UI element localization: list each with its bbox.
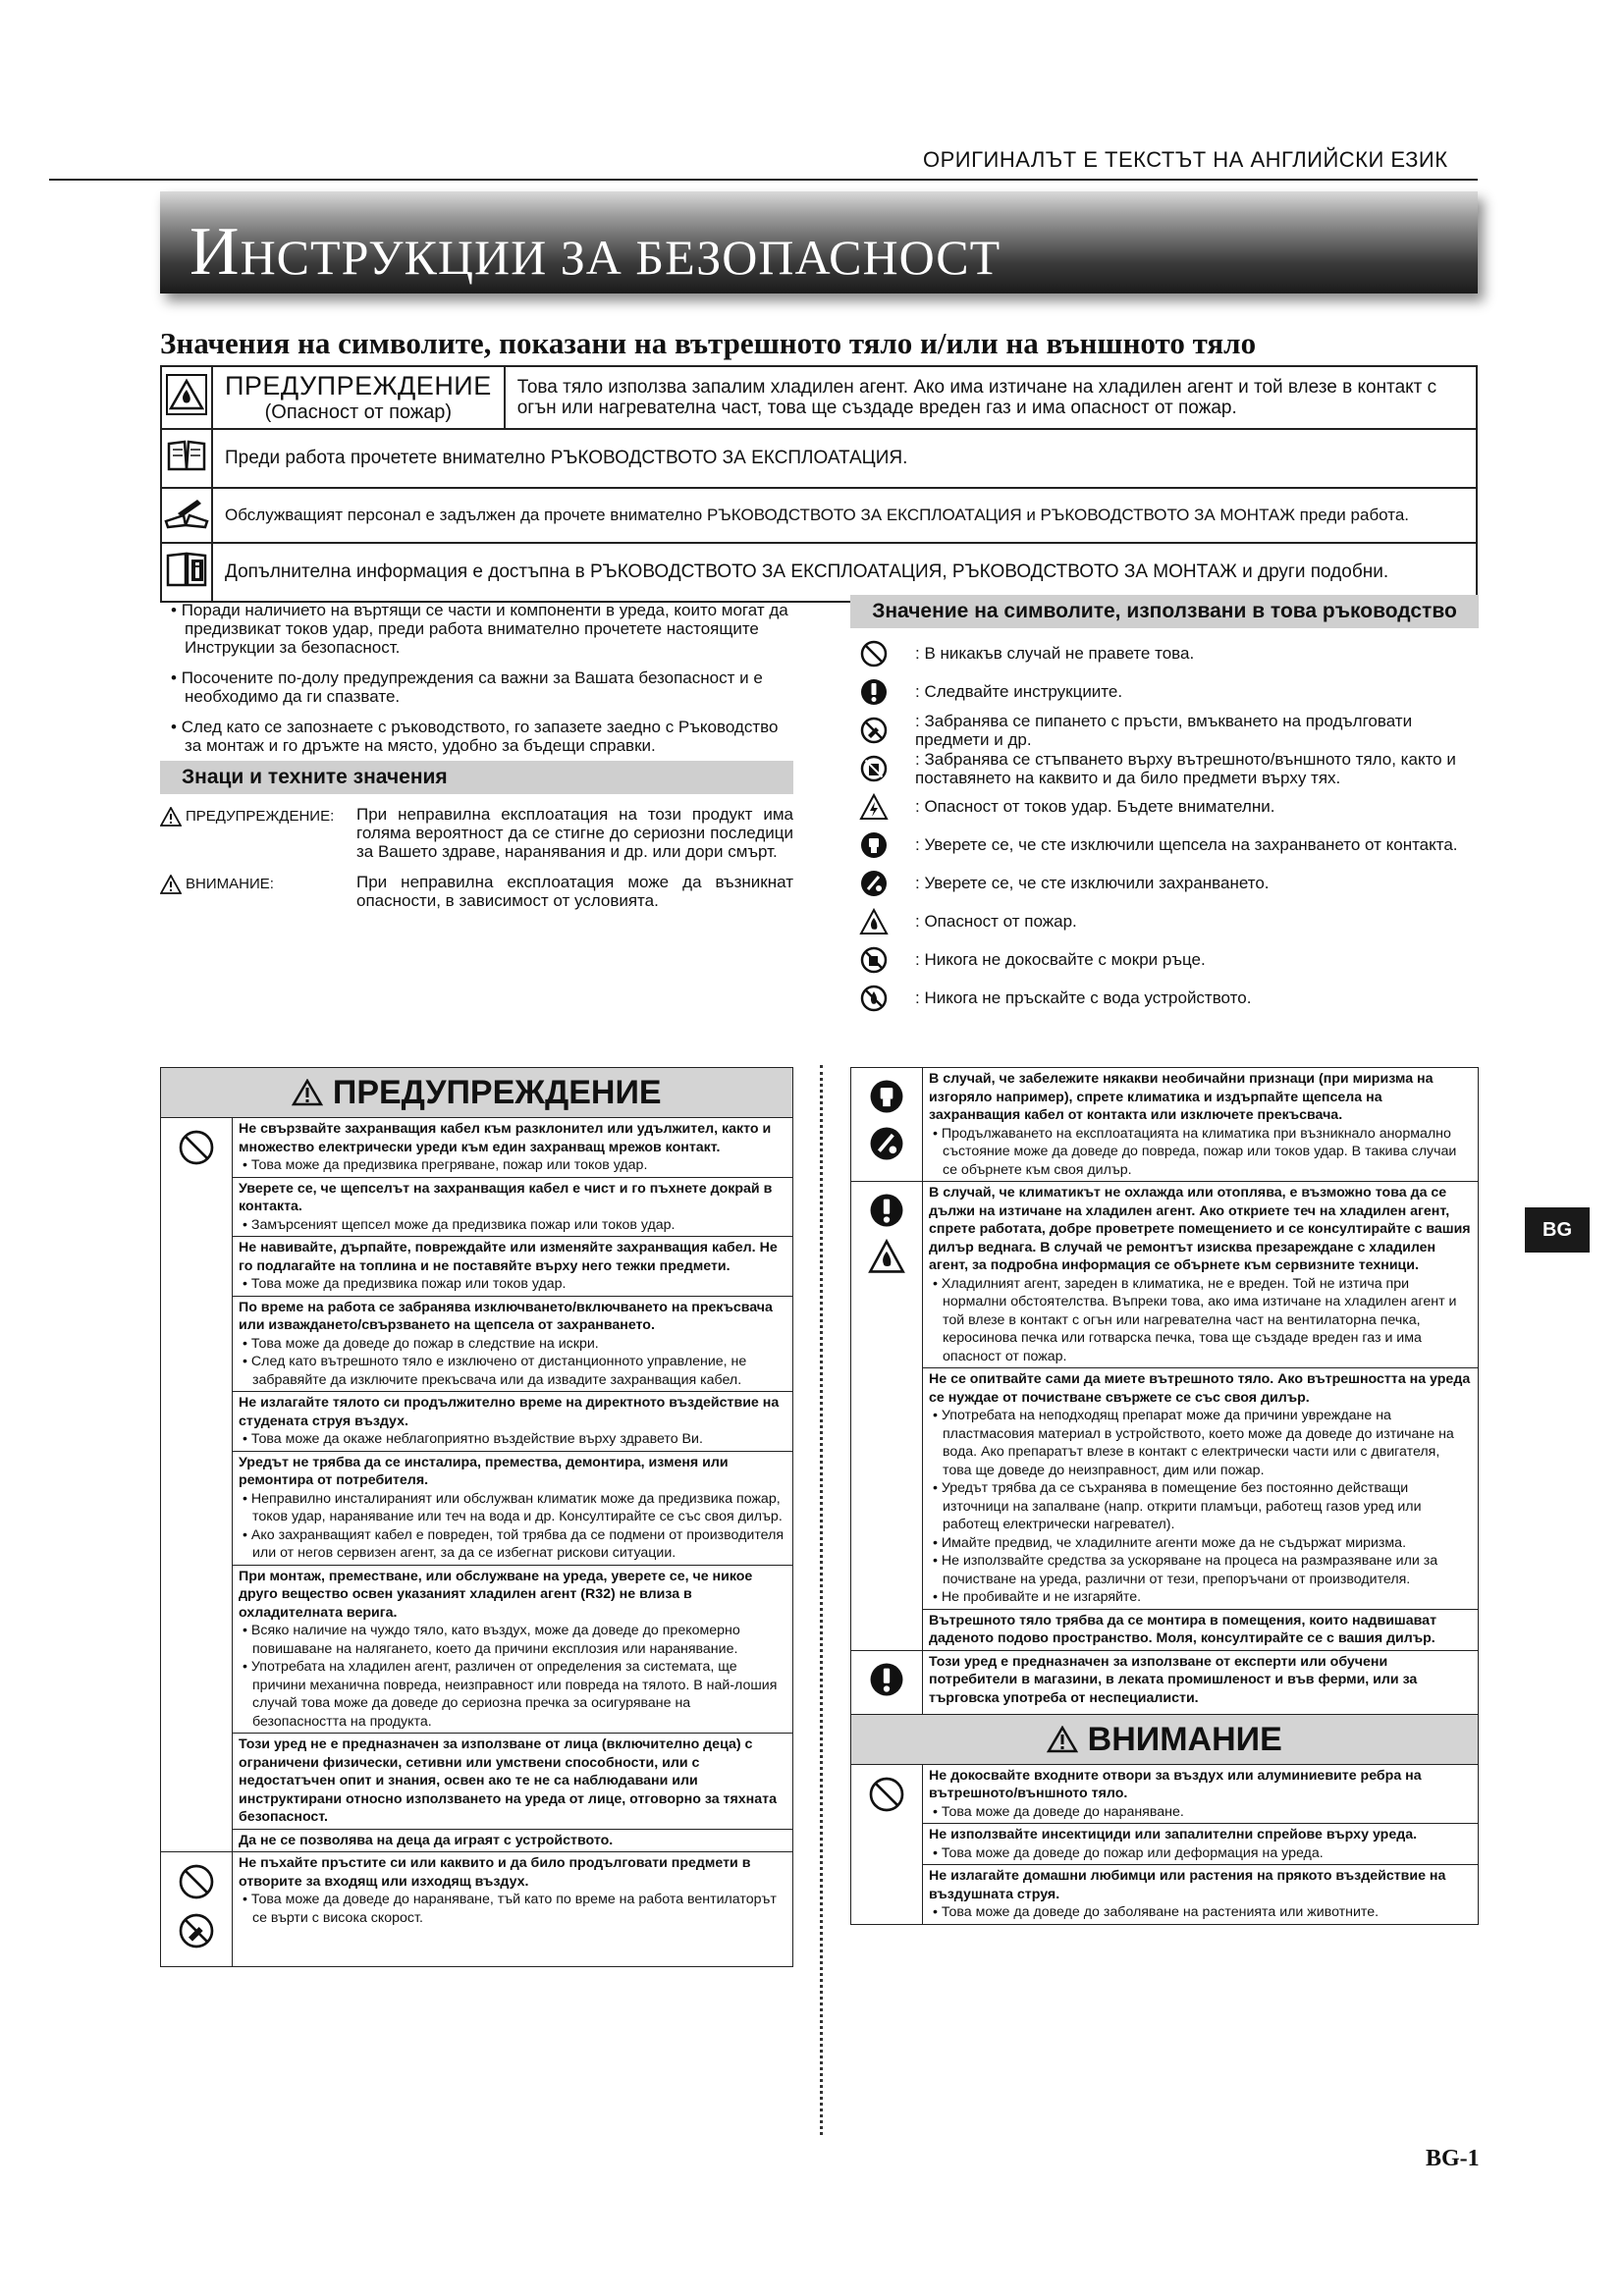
warning-item: Не излагайте тялото си продължително време на директното въздействие на студената струя въздух. • Това може да окаже неблагоприятно въздействие върху здравето Ви.	[233, 1392, 793, 1452]
caution-item: Не използвайте инсектициди или запалителни спрейове върху уреда. • Това може да доведе до пожар или деформация на уреда.	[923, 1824, 1479, 1865]
header-rule	[49, 179, 1478, 181]
warning-fire-label: ПРЕДУПРЕЖДЕНИЕ (Опасност от пожар)	[212, 366, 505, 429]
electric-shock-icon	[850, 793, 897, 821]
warning-icons-group	[161, 1852, 233, 1967]
warning-item: Да не се позволява на деца да играят с устройството.	[233, 1829, 793, 1852]
fire-icon	[850, 908, 897, 935]
warning-item: Уверете се, че щепселът на захранващия кабел е чист и го пъхнете докрай в контакта. • Замърсеният щепсел може да предизвика пожар или токов удар.	[233, 1177, 793, 1237]
mandatory-icon	[868, 1192, 905, 1229]
warning-item: В случай, че климатикът не охлажда или отоплява, е възможно това да се дължи на изтичане на хладилен агент. Ако откриете теч на хладилен агент, спрете работата, добре проветрете помещението и се консултирайте с вашия дилър веднага. В случай че ремонтът изисква презареждане с хладилен агент, за подробна информация се обърнете към сервизните техници. • Хладилният агент, зареден в климатика, не е вреден. Той не изтича при нормални обстоятелства. Въпреки това, ако има изтичане на хладилен агент и той влезе в контакт с огън или нагревателна част на вентилаторна печка, керосинова печка или готварска печка, това ще създаде вреден газ и има опасност от пожар.	[923, 1182, 1479, 1368]
prohibited-icon	[850, 639, 897, 668]
warning-triangle-icon	[292, 1079, 323, 1106]
warning-icons-group	[851, 1068, 923, 1182]
warning-item: При монтаж, преместване, или обслужване на уреда, уверете се, че никое друго вещество освен указаният хладилен агент (R32) не влиза в охладителната верига. • Всяко наличие на чуждо тяло, като въздух, може да доведе до прекомерно повишаване на налягането, което да причини експлозия или наранявание. • Употребата на хладилен агент, различен от определения за системата, ще причини механична повреда, неизправност или повреда на тялото. В най-лошия случай това може да доведе до сериозна пречка за осигуряване на безопасността на продукта.	[233, 1565, 793, 1734]
info-book-icon	[161, 543, 212, 602]
language-tab: BG	[1525, 1207, 1590, 1253]
symbols-row-warning	[161, 366, 1477, 429]
intro-bullets	[167, 601, 795, 767]
warning-icons-group	[851, 1182, 923, 1651]
meaning-row: : Опасност от токов удар. Бъдете внимателни.	[850, 787, 1479, 826]
warning-triangle-icon	[160, 807, 182, 827]
signs-list	[160, 805, 793, 922]
symbols-table	[160, 365, 1478, 603]
no-finger-icon	[177, 1911, 216, 1950]
mandatory-icon	[851, 1650, 923, 1714]
no-step-icon	[850, 754, 897, 783]
fire-icon	[867, 1239, 906, 1274]
power-off-icon	[868, 1125, 905, 1162]
warning-item: Не свързвайте захранващия кабел към разклонител или удължител, както и множество електрически уреди към един захранващ мрежов контакт. • Това може да предизвика прегряване, пожар или токов удар.	[233, 1118, 793, 1178]
no-water-icon	[850, 984, 897, 1013]
caution-triangle-icon	[160, 875, 182, 894]
meaning-row: : Забранява се пипането с пръсти, вмъкването на продълговати предмети и др.	[850, 711, 1479, 749]
warning-item: Не навивайте, дърпайте, повреждайте или изменяйте захранващия кабел. Не го подлагайте на топлина и не поставяйте върху него тежки предмети. • Това може да предизвика пожар или токов удар.	[233, 1237, 793, 1297]
no-wet-hands-icon	[850, 945, 897, 975]
intro-bullet: • Посочените по-долу предупреждения са важни за Вашата безопасност и е необходимо да ги спазвате.	[171, 668, 763, 706]
caution-item: Не докосвайте входните отвори за въздух или алуминиевите ребра на вътрешното/външното тяло. • Това може да доведе до нараняване.	[923, 1764, 1479, 1824]
meaning-row: : Забранява се стъпването върху вътрешното/външното тяло, както и поставянето на каквито и да било предмети върху тях.	[850, 749, 1479, 787]
symbols-row-more-info: Допълнителна информация е достъпна в РЪКОВОДСТВОТО ЗА ЕКСПЛОАТАЦИЯ, РЪКОВОДСТВОТО ЗА МОНТАЖ и други подобни.	[212, 543, 1477, 602]
original-language-note: ОРИГИНАЛЪТ Е ТЕКСТЪТ НА АНГЛИЙСКИ ЕЗИК	[923, 147, 1448, 172]
meaning-row: : Никога не докосвайте с мокри ръце.	[850, 940, 1479, 979]
warning-item: Този уред не е предназначен за използване от лица (включително деца) с ограничени физически, сетивни или умствени способности, или с недостатъчен опит и знания, освен ако те не са наблюдавани или инструктирани относно използването на уреда от лице, отговорно за тяхната безопасност.	[233, 1734, 793, 1830]
page-number: BG-1	[1426, 2146, 1480, 2171]
meanings-list	[850, 634, 1479, 1017]
signs-heading: Знаци и техните значения	[160, 761, 793, 794]
warning-fire-text: Това тяло използва запалим хладилен агент. Ако има изтичане на хладилен агент и той влезе в контакт с огън или нагревателна част, това ще създаде вреден газ и има опасност от пожар.	[505, 366, 1477, 429]
caution-triangle-icon	[1047, 1726, 1078, 1753]
meaning-row: : Следвайте инструкциите.	[850, 672, 1479, 711]
prohibited-icon	[161, 1118, 233, 1852]
symbols-row-read-manual: Преди работа прочетете внимателно РЪКОВОДСТВОТО ЗА ЕКСПЛОАТАЦИЯ.	[212, 429, 1477, 488]
warning-table-left	[160, 1067, 793, 1967]
warning-item: По време на работа се забранява изключването/включването на прекъсвача или изваждането/свързването на щепсела от захранването. • Това може да доведе до пожар в следствие на искри. • След като вътрешното тяло е изключено от дистанционното управление, не забравяйте да изключите прекъсвача или да извадите захранващия кабел.	[233, 1296, 793, 1392]
caution-header: ВНИМАНИЕ	[851, 1714, 1479, 1764]
manual-book-icon	[161, 429, 212, 488]
meaning-row: : Никога не пръскайте с вода устройството.	[850, 979, 1479, 1017]
power-off-icon	[850, 869, 897, 898]
meaning-row: : Уверете се, че сте изключили захранването.	[850, 864, 1479, 902]
warning-item: Вътрешното тяло трябва да се монтира в помещения, които надвишават даденото подово пространство. Моля, консултирайте се с вашия дилър.	[923, 1609, 1479, 1650]
intro-bullet: • След като се запознаете с ръководството, го запазете заедно с Ръководство за монтаж и го дръжте на място, удобно за бъдещи справки.	[171, 718, 779, 755]
no-finger-icon	[850, 716, 897, 745]
mandatory-icon	[850, 677, 897, 707]
warning-item: Този уред е предназначен за използване от експерти или обучени потребители в магазини, в леката промишленост и във ферми, или за търговска употреба от неспециалисти.	[923, 1650, 1479, 1714]
warning-item: Не пъхайте пръстите си или каквито и да било продълговати предмети в отворите за входящ или изходящ въздух. • Това може да доведе до нараняване, тъй като по време на работа вентилаторът се върти с висока скорост.	[233, 1852, 793, 1967]
sign-warning: ПРЕДУПРЕЖДЕНИЕ: При неправилна експлоатация на този продукт има голяма вероятност да се стигне до сериозни последици за Вашето здраве, наранявания и др. или дори смърт.	[160, 805, 793, 861]
prohibited-icon	[851, 1764, 923, 1924]
unplug-icon	[850, 830, 897, 860]
column-divider	[820, 1065, 823, 2135]
caution-item: Не излагайте домашни любимци или растения на прякото въздействие на въздушната струя. • Това може да доведе до заболяване на растенията или животните.	[923, 1865, 1479, 1925]
prohibited-icon	[177, 1862, 216, 1901]
intro-bullet: • Поради наличието на въртящи се части и компоненти в уреда, които могат да предизвикат токов удар, преди работа внимателно прочетете настоящите Инструкции за безопасност.	[171, 601, 788, 657]
flammable-warning-icon	[161, 366, 212, 429]
meaning-row: : Уверете се, че сте изключили щепсела на захранването от контакта.	[850, 826, 1479, 864]
service-manual-icon	[161, 488, 212, 543]
symbols-heading: Значения на символите, показани на вътрешното тяло и/или на външното тяло	[160, 326, 1257, 360]
sign-caution: ВНИМАНИЕ: При неправилна експлоатация може да възникнат опасности, в зависимост от условията.	[160, 873, 793, 910]
warning-item: Не се опитвайте сами да миете вътрешното тяло. Ако вътрешността на уреда се нуждае от почистване свържете се със своя дилър. • Употребата на неподходящ препарат може да причини увреждане на пластмасовия материал в устройството, което може да доведе до изтичане на вода. Ако препаратът влезе в контакт с електрически части или с двигателя, това ще доведе до неизправност, дим или пожар. • Уредът трябва да се съхранява в помещение без постоянно действащи източници на запалване (напр. открити пламъци, работещ газов уред или работещ електрически нагревател). • Имайте предвид, че хладилните агенти може да не съдържат миризма. • Не използвайте средства за ускоряване на процеса на размразяване или за почистване на уреда, различни от тези, препоръчани от производителя. • Не пробивайте и не изгаряйте.	[923, 1368, 1479, 1610]
meanings-heading: Значение на символите, използвани в това ръководство	[850, 595, 1479, 628]
title-banner	[160, 191, 1478, 294]
page-title: ИНСТРУКЦИИ ЗА БЕЗОПАСНОСТ	[189, 214, 1001, 290]
meaning-row: : Опасност от пожар.	[850, 902, 1479, 940]
warning-item: В случай, че забележите някакви необичайни признаци (при миризма на изгоряло например), спрете климатика и издърпайте щепсела на захранващия кабел от контакта или изключете прекъсвача. • Продължаването на експлоатацията на климатика при възникнало анормално състояние може да доведе до повреда, пожар или токов удар. В такива случаи се обърнете към своя дилър.	[923, 1068, 1479, 1182]
warning-table-right	[850, 1067, 1479, 1925]
warning-item: Уредът не трябва да се инсталира, премества, демонтира, изменя или ремонтира от потребителя. • Неправилно инсталираният или обслужван климатик може да предизвика пожар, токов удар, наранявание или теч на вода и др. Консултирайте се със своя дилър. • Ако захранващият кабел е повреден, той трябва да се подмени от производителя или от негов сервизен агент, за да се избегнат рискови ситуации.	[233, 1451, 793, 1565]
symbols-row-service-manual: Обслужващият персонал е задължен да прочете внимателно РЪКОВОДСТВОТО ЗА ЕКСПЛОАТАЦИЯ и РЪКОВОДСТВОТО ЗА МОНТАЖ преди работа.	[212, 488, 1477, 543]
meaning-row: : В никакъв случай не правете това.	[850, 634, 1479, 672]
unplug-icon	[868, 1078, 905, 1115]
warning-header: ПРЕДУПРЕЖДЕНИЕ	[161, 1068, 793, 1118]
